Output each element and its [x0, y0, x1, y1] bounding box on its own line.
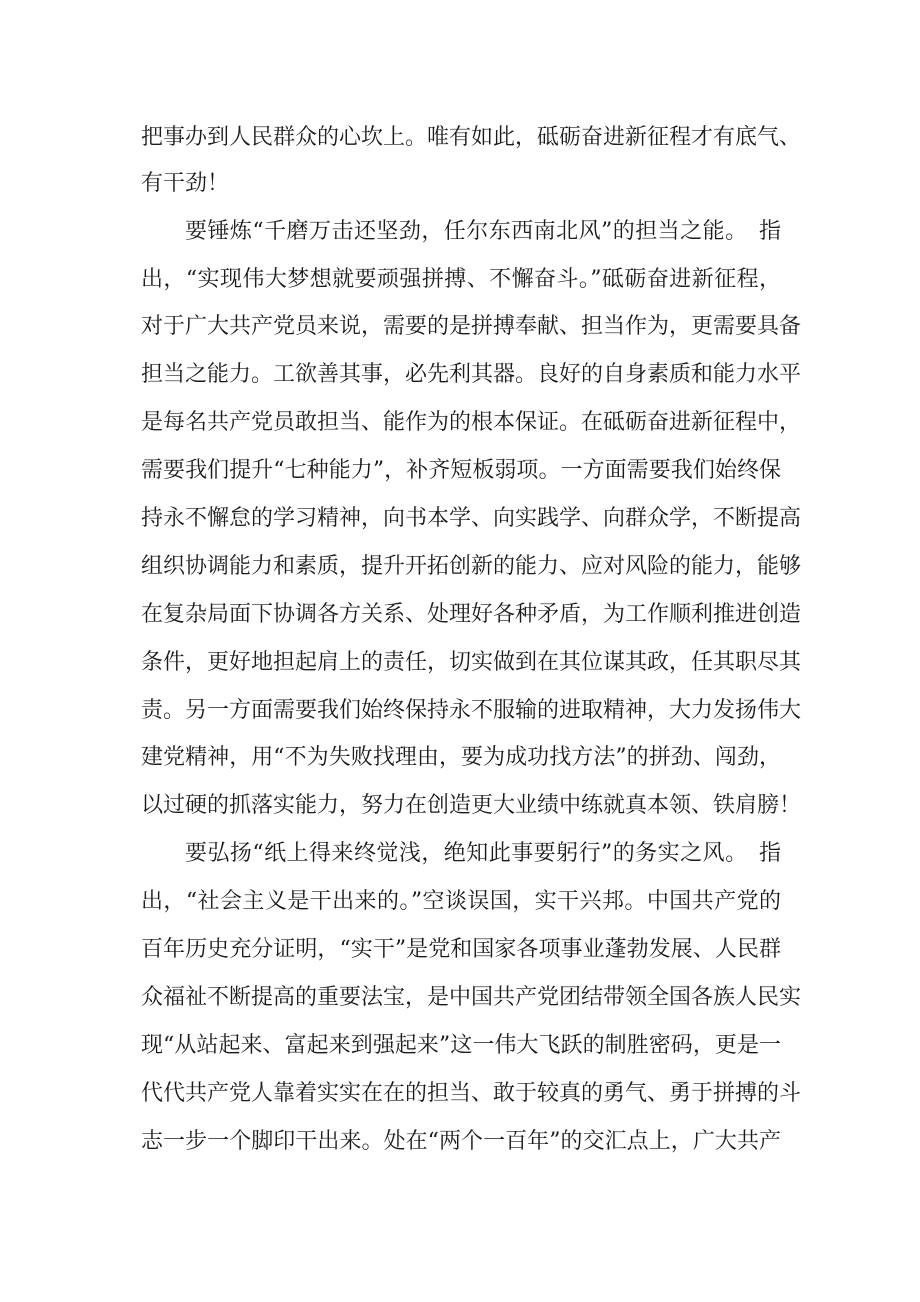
text-line: 志一步一个脚印干出来。处在“两个一百年”的交汇点上，广大共产 [141, 1129, 781, 1154]
text-line: 百年历史充分证明，“实干”是党和国家各项事业蓬勃发展、人民群 [141, 937, 781, 962]
text-line: 要弘扬“纸上得来终觉浅，绝知此事要躬行”的务实之风。 指 [185, 841, 781, 866]
text-line: 有干劲！ [141, 171, 230, 196]
text-line: 是每名共产党员敢担当、能作为的根本保证。在砥砺奋进新征程中， [141, 410, 802, 435]
text-line: 组织协调能力和素质，提升开拓创新的能力、应对风险的能力，能够 [141, 554, 802, 579]
text-line: 在复杂局面下协调各方关系、处理好各种矛盾，为工作顺利推进创造 [141, 602, 802, 627]
text-line: 以过硬的抓落实能力，努力在创造更大业绩中练就真本领、铁肩膀！ [141, 793, 802, 818]
text-line: 需要我们提升“七种能力”，补齐短板弱项。一方面需要我们始终保 [141, 458, 781, 483]
text-line: 担当之能力。工欲善其事，必先利其器。良好的自身素质和能力水平 [141, 362, 802, 387]
text-line: 代代共产党人靠着实实在在的担当、敢于较真的勇气、勇于拼搏的斗 [141, 1081, 802, 1106]
text-line: 把事办到人民群众的心坎上。唯有如此，砥砺奋进新征程才有底气、 [141, 125, 802, 150]
text-line: 现“从站起来、富起来到强起来”这一伟大飞跃的制胜密码，更是一 [141, 1033, 781, 1058]
text-line: 对于广大共产党员来说，需要的是拼搏奉献、担当作为，更需要具备 [141, 314, 802, 339]
text-line: 条件，更好地担起肩上的责任，切实做到在其位谋其政，任其职尽其 [141, 650, 802, 675]
text-line: 责。另一方面需要我们始终保持永不服输的进取精神，大力发扬伟大 [141, 698, 802, 723]
text-line: 要锤炼“千磨万击还坚劲，任尔东西南北风”的担当之能。 指 [185, 219, 781, 244]
text-line: 众福祉不断提高的重要法宝，是中国共产党团结带领全国各族人民实 [141, 985, 802, 1010]
text-line: 持永不懈怠的学习精神，向书本学、向实践学、向群众学，不断提高 [141, 506, 802, 531]
text-line: 出，“实现伟大梦想就要顽强拼搏、不懈奋斗。”砥砺奋进新征程， [141, 267, 781, 292]
text-line: 建党精神，用“不为失败找理由，要为成功找方法”的拼劲、闯劲， [141, 745, 781, 770]
text-line: 出，“社会主义是干出来的。”空谈误国，实干兴邦。中国共产党的 [141, 889, 781, 914]
